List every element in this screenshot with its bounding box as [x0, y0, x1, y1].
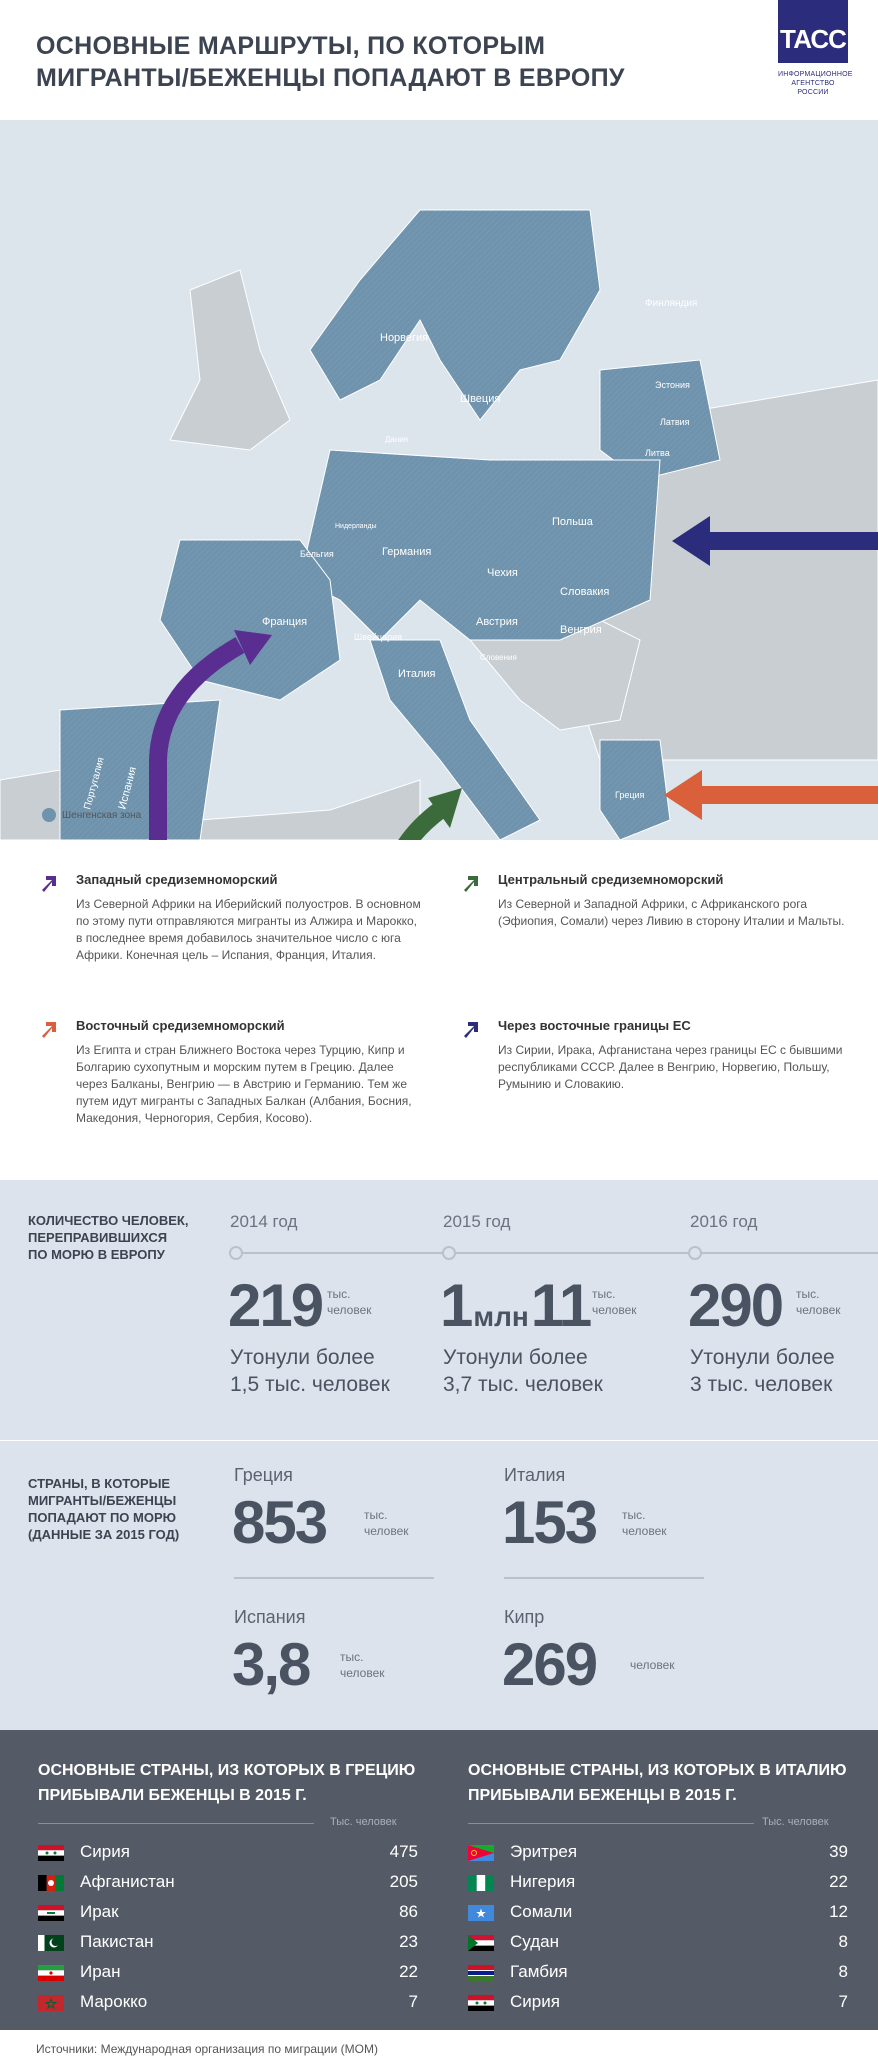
dest-unit [340, 1649, 385, 1681]
label-denmark: Дания [385, 435, 409, 444]
drowned-text [230, 1344, 390, 1398]
europe-map [0, 120, 878, 840]
routes-legend [0, 840, 878, 1180]
country-value: 12 [829, 1902, 848, 1921]
east-med-arrow [700, 786, 878, 804]
timeline-line [230, 1252, 878, 1254]
source-text: Источники: Международная организация по миграции (МОМ) [36, 2042, 378, 2056]
route-title: Через восточные границы ЕС [498, 1018, 691, 1033]
iran-flag-icon [38, 1965, 64, 1981]
crossing-number: 219 [228, 1272, 323, 1339]
year-label: 2016 год [690, 1212, 758, 1231]
crossing-unit [592, 1286, 637, 1318]
drown-line: 3 тыс. человек [690, 1373, 833, 1396]
title-line-1: ОСНОВНЫЕ МАРШРУТЫ, ПО КОТОРЫМ [36, 32, 546, 60]
drowned-text [443, 1344, 603, 1398]
route-title: Западный средиземноморский [76, 872, 278, 887]
border-arrow-icon [462, 1020, 480, 1038]
country-value: 7 [408, 1992, 418, 2011]
country-name: Сирия [80, 1842, 130, 1861]
central-europe [300, 450, 660, 640]
route-title: Центральный средиземноморский [498, 872, 724, 887]
label-germany: Германия [382, 546, 432, 558]
logo-sub-line-2: АГЕНТСТВО РОССИИ [791, 80, 835, 96]
syria-flag-icon [38, 1845, 64, 1861]
east-border-arrow [700, 532, 878, 550]
num-part: 1 [440, 1272, 472, 1339]
timeline-dot [229, 1246, 243, 1260]
crossing-number: 290 [688, 1272, 783, 1339]
label-france: Франция [262, 616, 308, 628]
label-line: МИГРАНТЫ/БЕЖЕНЦЫ [28, 1493, 177, 1508]
somalia-flag-icon [468, 1905, 494, 1921]
route-text: Из Северной Африки на Иберийский полуостров. В основном по этому пути отправляются мигранты из Алжира и Марокко, в последнее время добавилось значительное число с юга Африки. Конечная цель – Испания, Франция, Италия. [76, 897, 421, 962]
unit-line: человек [796, 1303, 841, 1317]
nigeria-flag-icon [468, 1875, 494, 1891]
syria-flag-icon [468, 1995, 494, 2011]
label-estonia: Эстония [655, 380, 690, 390]
list-item [468, 1898, 848, 1928]
greece-unit-label: Тыс. человек [330, 1816, 397, 1828]
label-sweden: Швеция [460, 393, 501, 405]
title-line-2: МИГРАНТЫ/БЕЖЕНЦЫ ПОПАДАЮТ В ЕВРОПУ [36, 64, 625, 92]
country-name: Эритрея [510, 1842, 578, 1861]
timeline-dot [442, 1246, 456, 1260]
country-name: Судан [510, 1932, 559, 1951]
label-portugal: Португалия [82, 756, 107, 811]
pakistan-flag-icon [38, 1935, 64, 1951]
unit-divider [468, 1823, 754, 1824]
sea-stats-label [28, 1212, 188, 1263]
country-name: Гамбия [510, 1962, 568, 1981]
header [0, 0, 878, 120]
dest-number: 269 [502, 1631, 597, 1698]
label-switzerland: Швейцария [354, 632, 403, 642]
gambia-flag-icon [468, 1965, 494, 1981]
page-title [36, 30, 625, 94]
unit-line: тыс. [796, 1287, 820, 1301]
route-text: Из Северной и Западной Африки, с Африканского рога (Эфиопия, Сомали) через Ливию в сторону Италии и Мальты. [498, 897, 845, 928]
list-item [38, 1838, 418, 1868]
country-name: Иран [80, 1962, 121, 1981]
drown-line: Утонули более [230, 1346, 375, 1369]
timeline-dot [688, 1246, 702, 1260]
morocco-flag-icon [38, 1995, 64, 2011]
footer [0, 2030, 878, 2070]
label-finland: Финляндия [645, 298, 698, 309]
dest-stats-label [28, 1475, 179, 1543]
dest-number: 3,8 [232, 1631, 310, 1698]
logo-box: ТАСС [778, 0, 848, 63]
label-greece: Греция [615, 790, 645, 800]
unit-line: человек [364, 1524, 409, 1538]
drown-line: Утонули более [690, 1346, 835, 1369]
label-line: (ДАННЫЕ ЗА 2015 ГОД) [28, 1527, 180, 1542]
unit-line: тыс. [327, 1287, 351, 1301]
logo-subtitle [778, 70, 853, 97]
label-line: ПО МОРЮ В ЕВРОПУ [28, 1247, 165, 1262]
drowned-text [690, 1344, 835, 1398]
unit-line: человек [340, 1666, 385, 1680]
destination-stats [0, 1440, 878, 1730]
label-belgium: Бельгия [300, 549, 334, 559]
country-value: 22 [399, 1962, 418, 1981]
country-value: 22 [829, 1872, 848, 1891]
title-line: ОСНОВНЫЕ СТРАНЫ, ИЗ КОТОРЫХ В ИТАЛИЮ [468, 1762, 847, 1779]
schengen-dot-icon [42, 808, 56, 822]
year-label: 2015 год [443, 1212, 511, 1231]
country-name: Сомали [510, 1902, 573, 1921]
country-value: 7 [838, 1992, 848, 2011]
label-line: СТРАНЫ, В КОТОРЫЕ [28, 1476, 171, 1491]
title-line: ПРИБЫВАЛИ БЕЖЕНЦЫ В 2015 Г. [38, 1787, 307, 1804]
unit-line: человек [630, 1658, 675, 1672]
dest-unit [622, 1507, 667, 1539]
label-austria: Австрия [476, 616, 518, 628]
unit-line: тыс. [622, 1508, 646, 1522]
map-svg [0, 120, 878, 840]
sea-crossing-stats [0, 1180, 878, 1440]
list-item [468, 1838, 848, 1868]
dest-unit [630, 1657, 675, 1673]
label-line: КОЛИЧЕСТВО ЧЕЛОВЕК, [28, 1213, 189, 1228]
map-legend [42, 808, 141, 822]
separator [504, 1577, 704, 1579]
label-norway: Норвегия [380, 332, 429, 344]
list-item [468, 1958, 848, 1988]
label-latvia: Латвия [660, 417, 690, 427]
country-value: 39 [829, 1842, 848, 1861]
label-czech: Чехия [487, 567, 518, 579]
dest-number: 853 [232, 1489, 327, 1556]
afghanistan-flag-icon [38, 1875, 64, 1891]
unit-divider [38, 1823, 314, 1824]
country-name: Нигерия [510, 1872, 576, 1891]
greece-origin-title [38, 1758, 415, 1808]
separator [234, 1577, 434, 1579]
uk-land [170, 270, 290, 450]
list-item [38, 1928, 418, 1958]
east-arrow-icon [40, 1020, 58, 1038]
list-item [38, 1868, 418, 1898]
dest-country: Испания [234, 1607, 306, 1627]
route-title: Восточный средиземноморский [76, 1018, 285, 1033]
country-name: Сирия [510, 1992, 560, 2011]
dest-country: Италия [504, 1465, 566, 1485]
country-name: Ирак [80, 1902, 119, 1921]
central-arrow-icon [462, 874, 480, 892]
unit-line: тыс. [592, 1287, 616, 1301]
eritrea-flag-icon [468, 1845, 494, 1861]
unit-line: человек [592, 1303, 637, 1317]
route-text: Из Египта и стран Ближнего Востока через Турцию, Кипр и Болгарию сухопутным и морским путем в Грецию. Далее через Балканы, Венгрию — в Австрию и Германию. Тем же путем идут мигранты с Западных Балкан (Албания, Босния, Македония, Черногория, Сербия, Косово). [76, 1043, 412, 1125]
route-text: Из Сирии, Ирака, Афганистана через границы ЕС с бывшими республиками СССР. Далее в Венгрию, Норвегию, Польшу, Румынию и Словакию. [498, 1043, 843, 1091]
country-value: 205 [389, 1872, 418, 1891]
route-western [40, 872, 430, 982]
scandinavia [310, 210, 600, 420]
unit-line: тыс. [340, 1650, 364, 1664]
country-value: 23 [399, 1932, 418, 1951]
crossing-unit [796, 1286, 841, 1318]
label-line: ПЕРЕПРАВИВШИХСЯ [28, 1230, 168, 1245]
crossing-unit [327, 1286, 372, 1318]
title-line: ОСНОВНЫЕ СТРАНЫ, ИЗ КОТОРЫХ В ГРЕЦИЮ [38, 1762, 416, 1779]
label-slovakia: Словакия [560, 586, 610, 598]
label-netherlands: Нидерланды [335, 523, 377, 530]
label-lithuania: Литва [645, 448, 670, 458]
country-value: 86 [399, 1902, 418, 1921]
unit-line: тыс. [364, 1508, 388, 1522]
drown-line: 3,7 тыс. человек [443, 1373, 603, 1396]
num-part: млн [473, 1301, 529, 1332]
list-item [468, 1988, 848, 2018]
label-line: ПОПАДАЮТ ПО МОРЮ [28, 1510, 177, 1525]
west-arrow-icon [40, 874, 58, 892]
crossing-number [440, 1272, 591, 1347]
dest-number: 153 [502, 1489, 597, 1556]
dest-country: Греция [234, 1465, 293, 1485]
route-eastern-borders [462, 1018, 852, 1128]
italy-unit-label: Тыс. человек [762, 1816, 829, 1828]
unit-line: человек [622, 1524, 667, 1538]
country-name: Марокко [80, 1992, 148, 2011]
route-eastern [40, 1018, 430, 1168]
unit-line: человек [327, 1303, 372, 1317]
map-legend-label: Шенгенская зона [62, 809, 142, 821]
country-name: Пакистан [80, 1932, 154, 1951]
country-value: 8 [838, 1932, 848, 1951]
country-name: Афганистан [80, 1872, 175, 1891]
list-item [38, 1898, 418, 1928]
dest-unit [364, 1507, 409, 1539]
list-item [468, 1868, 848, 1898]
tass-logo [778, 0, 853, 96]
list-item [468, 1928, 848, 1958]
drown-line: Утонули более [443, 1346, 588, 1369]
label-italy: Италия [398, 668, 436, 680]
dest-country: Кипр [504, 1607, 545, 1627]
country-value: 475 [389, 1842, 418, 1861]
italy-origin-title [468, 1758, 846, 1808]
iraq-flag-icon [38, 1905, 64, 1921]
logo-sub-line-1: ИНФОРМАЦИОННОЕ [778, 71, 853, 78]
list-item [38, 1958, 418, 1988]
num-part: 11 [530, 1272, 591, 1339]
sudan-flag-icon [468, 1935, 494, 1951]
drown-line: 1,5 тыс. человек [230, 1373, 390, 1396]
country-value: 8 [838, 1962, 848, 1981]
label-slovenia: Словения [480, 653, 517, 662]
year-label: 2014 год [230, 1212, 298, 1231]
label-hungary: Венгрия [560, 624, 602, 636]
label-spain: Испания [116, 765, 140, 811]
label-poland: Польша [552, 516, 593, 528]
east-med-arrowhead [664, 770, 702, 820]
title-line: ПРИБЫВАЛИ БЕЖЕНЦЫ В 2015 Г. [468, 1787, 737, 1804]
route-central [462, 872, 852, 982]
list-item [38, 1988, 418, 2018]
origin-countries [0, 1730, 878, 2030]
